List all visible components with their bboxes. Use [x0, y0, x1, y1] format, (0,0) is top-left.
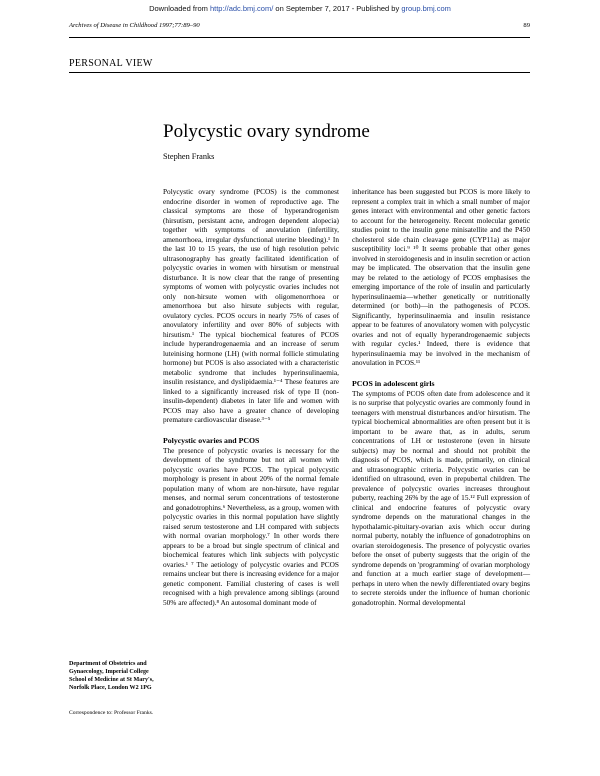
running-header	[69, 22, 530, 34]
paragraph-polycystic-ovaries: The presence of polycystic ovaries is necessary for the development of the syndrome but not all women with polycystic ovaries have PCOS. The typical polycystic morphology is present in about 20% of the normal female population many of whom are non-hirsute, have regular menses, and normal serum concentrations of testosterone and gonadotrophins.⁶ Nevertheless, as a group, women with polycystic ovaries in this normal population have slightly raised serum testosterone and LH compared with subjects with normal ovarian morphology.⁷ In other words there appears to be a broad but single spectrum of clinical and biochemical features which link subjects with polycystic ovaries.¹ ⁷ The aetiology of polycystic ovaries and PCOS remains unclear but there is increasing evidence for a major genetic component. Familial clustering of cases is well recognised with a high prevalence among siblings (around 50% are affected).⁸ An autosomal dominant mode of	[163, 445, 339, 607]
text-column-right	[352, 187, 530, 607]
article-author: Stephen Franks	[163, 152, 215, 161]
author-affiliation: Department of Obstetrics and Gynaecology, Imperial College School of Medicine at St Mary's, Norfolk Place, London W2 1PG	[69, 661, 154, 691]
article-title: Polycystic ovary syndrome	[163, 120, 370, 142]
paragraph-intro: Polycystic ovary syndrome (PCOS) is the commonest endocrine disorder in women of reproductive age. The classical symptoms are those of hyperandrogenism (hirsutism, persistant acne, androgen dependent alopecia) together with symptoms of anovulation (infertility, amenorrhoea, irregular dysfunctional uterine bleeding).¹ In the last 10 to 15 years, the use of high resolution pelvic ultrasonography has greatly facilitated identification of polycystic ovaries in women with hirsutism or menstrual disturbance. It is now clear that the range of presenting symptoms of women with polycystic ovaries includes not only non-hirsute women with oligomenorrhoea or amenorrhoea but also hirsute subjects with regular, ovulatory cycles. PCOS occurs in nearly 75% of cases of anovulatory infertility and over 80% of subjects with hirsutism.¹ The typical biochemical features of PCOS include hyperandrogenaemia and an increase of serum luteinising hormone (LH) (with normal follicle stimulating hormone) but PCOS is also associated with a characteristic metabolic syndrome that includes hyperinsulinaemia, insulin resistance, and dyslipidaemia.¹⁻⁴ These features are linked to a significantly increased risk of type II (non-insulin-dependent) diabetes in later life and women with PCOS may also have a greater chance of developing premature cardiovascular disease.³⁻⁵	[163, 187, 339, 424]
section-label: PERSONAL VIEW	[69, 58, 153, 69]
text-column-left	[163, 187, 339, 607]
section-rule	[69, 72, 530, 73]
download-banner	[0, 4, 600, 13]
page-number: 89	[523, 22, 530, 29]
banner-prefix: Downloaded from	[149, 4, 210, 13]
banner-middle: on September 7, 2017 - Published by	[273, 4, 402, 13]
heading-polycystic-ovaries: Polycystic ovaries and PCOS	[163, 435, 260, 445]
correspondence-note: Correspondence to: Professor Franks.	[69, 710, 154, 716]
paragraph-adolescent: The symptoms of PCOS often date from adolescence and it is no surprise that polycystic ovaries are commonly found in teenagers with menstrual disturbances and/or hirsutism. The typical biochemical abnormalities are often present but it is important to be aware that, as in adults, serum concentrations of LH or testosterone (even in hirsute subjects) may be normal and should not prohibit the diagnosis of PCOS, which is made, primarily, on clinical and ultrasonographic criteria. Polycystic ovaries can be identified on ultrasound, even in prepubertal children. The prevalence of polycystic ovaries increases throughout puberty, reaching 26% by the age of 15.¹² Full expression of clinical and endocrine features of polycystic ovary syndrome depends on the maturational changes in the hypothalamic-pituitary-ovarian axis which occur during normal puberty, notably the influence of gonadotrophins on ovarian steroidogenesis. The presence of polycystic ovaries before the onset of puberty suggests that the origin of the syndrome depends on 'programming' of ovarian morphology and function at a much earlier stage of development—perhaps in utero when the newly differentiated ovary begins to secrete steroids under the influence of human chorionic gonadotrophin. Normal developmental	[352, 388, 530, 607]
heading-adolescent-girls: PCOS in adolescent girls	[352, 378, 435, 388]
header-rule	[69, 37, 530, 38]
site-link[interactable]: http://adc.bmj.com/	[209, 4, 274, 13]
journal-citation: Archives of Disease in Childhood 1997;77:89–90	[69, 22, 200, 29]
paragraph-inheritance: inheritance has been suggested but PCOS is more likely to represent a complex trait in which a small number of major genes interact with environmental and other genetic factors to account for the heterogeneity. Recent molecular genetic studies point to the insulin gene minisatellite and the P450 cholesterol side chain cleavage gene (CYP11a) as major susceptibility loci.⁹ ¹⁰ It seems probable that other genes involved in steroidogenesis and in insulin secretion or action may be implicated. The observation that the insulin gene may be related to the aetiology of PCOS emphasises the emerging importance of the role of insulin and particularly hyperinsulinaemia—whether genetically or nutritionally determined (or both)—in the pathogenesis of PCOS. Significantly, hyperinsulinaemia and insulin resistance appear to be features of anovulatory women with polycystic ovaries and not of equally hyperandrogenaemic subjects with regular cycles.¹ Indeed, there is evidence that hyperinsulinaemia may be involved in the mechanism of anovulation in PCOS.¹¹	[352, 187, 530, 367]
publisher-link[interactable]: group.bmj.com	[401, 4, 451, 13]
